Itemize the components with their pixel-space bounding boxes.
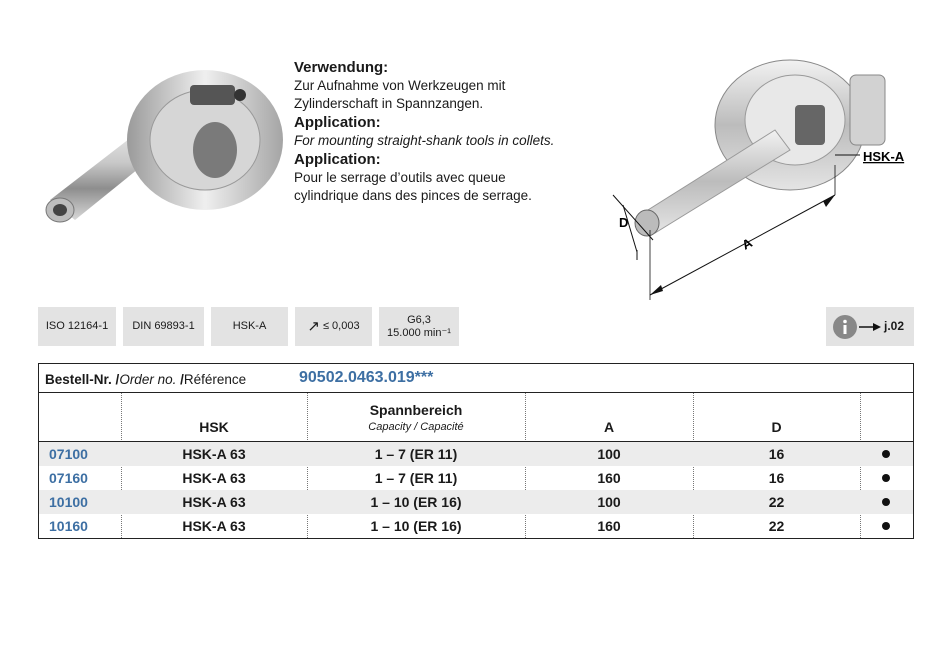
product-photo [30,55,285,235]
table-row [39,466,913,490]
availability-dot-icon [882,450,890,458]
row-hsk: HSK-A 63 [182,518,246,534]
row-d: 16 [768,470,785,486]
usage-heading-de: Verwendung: [294,59,389,76]
usage-heading-fr: Application: [294,151,381,168]
drawing-label-hsk: HSK-A [863,149,905,164]
usage-heading-en: Application: [294,114,381,131]
spec-iso: ISO 12164-1 [38,307,116,346]
table-row [39,490,913,514]
spec-hsk: HSK-A [211,307,288,346]
row-capacity: 1 – 10 (ER 16) [370,494,462,510]
drawing-label-d: D [619,215,629,230]
spec-runout: ↗ ≤ 0,003 [295,307,372,346]
drawing-label-a: A [739,234,755,253]
row-d: 22 [768,518,785,534]
order-base-number: 90502.0463.019*** [299,369,434,386]
availability-dot-icon [882,498,890,506]
technical-drawing [595,55,920,310]
header-a: A [603,419,615,435]
order-number[interactable]: 07160 [49,470,88,486]
row-a: 100 [597,446,621,462]
row-capacity: 1 – 7 (ER 11) [374,470,458,486]
info-ref-label: j.02 [884,319,905,333]
row-capacity: 1 – 7 (ER 11) [374,446,458,462]
runout-arrow-icon: ↗ [307,318,320,335]
order-number[interactable]: 07100 [49,446,88,462]
order-table [38,363,914,539]
order-number[interactable]: 10100 [49,494,88,510]
availability-dot-icon [882,474,890,482]
row-a: 160 [597,518,621,534]
header-capacity-sub: Capacity / Capacité [368,421,464,433]
usage-text-fr-2: cylindrique dans des pinces de serrage. [294,188,532,203]
header-d: D [771,419,782,435]
availability-dot-icon [882,522,890,530]
row-d: 22 [768,494,785,510]
row-hsk: HSK-A 63 [182,446,246,462]
usage-text-fr-1: Pour le serrage d’outils avec queue [294,170,506,185]
row-a: 100 [597,494,621,510]
arrow-right-icon [859,322,881,332]
row-hsk: HSK-A 63 [182,494,246,510]
info-reference-box[interactable] [826,307,914,346]
spec-balance: G6,3 15.000 min⁻¹ [379,307,459,346]
description-block [294,58,624,205]
row-a: 160 [597,470,621,486]
row-d: 16 [768,446,785,462]
usage-text-de-1: Zur Aufnahme von Werkzeugen mit [294,78,506,93]
spec-din: DIN 69893-1 [123,307,204,346]
order-number-label: Bestell-Nr. /Order no. /Référence [45,372,247,387]
row-capacity: 1 – 10 (ER 16) [370,518,462,534]
order-number[interactable]: 10160 [49,518,88,534]
table-row [39,514,913,538]
header-capacity: Spannbereich [369,402,463,418]
row-hsk: HSK-A 63 [182,470,246,486]
usage-text-de-2: Zylinderschaft in Spannzangen. [294,96,484,111]
table-row [39,442,913,466]
header-hsk: HSK [199,419,229,435]
info-circle-icon [832,314,858,340]
usage-text-en: For mounting straight-shank tools in collets. [294,133,555,148]
